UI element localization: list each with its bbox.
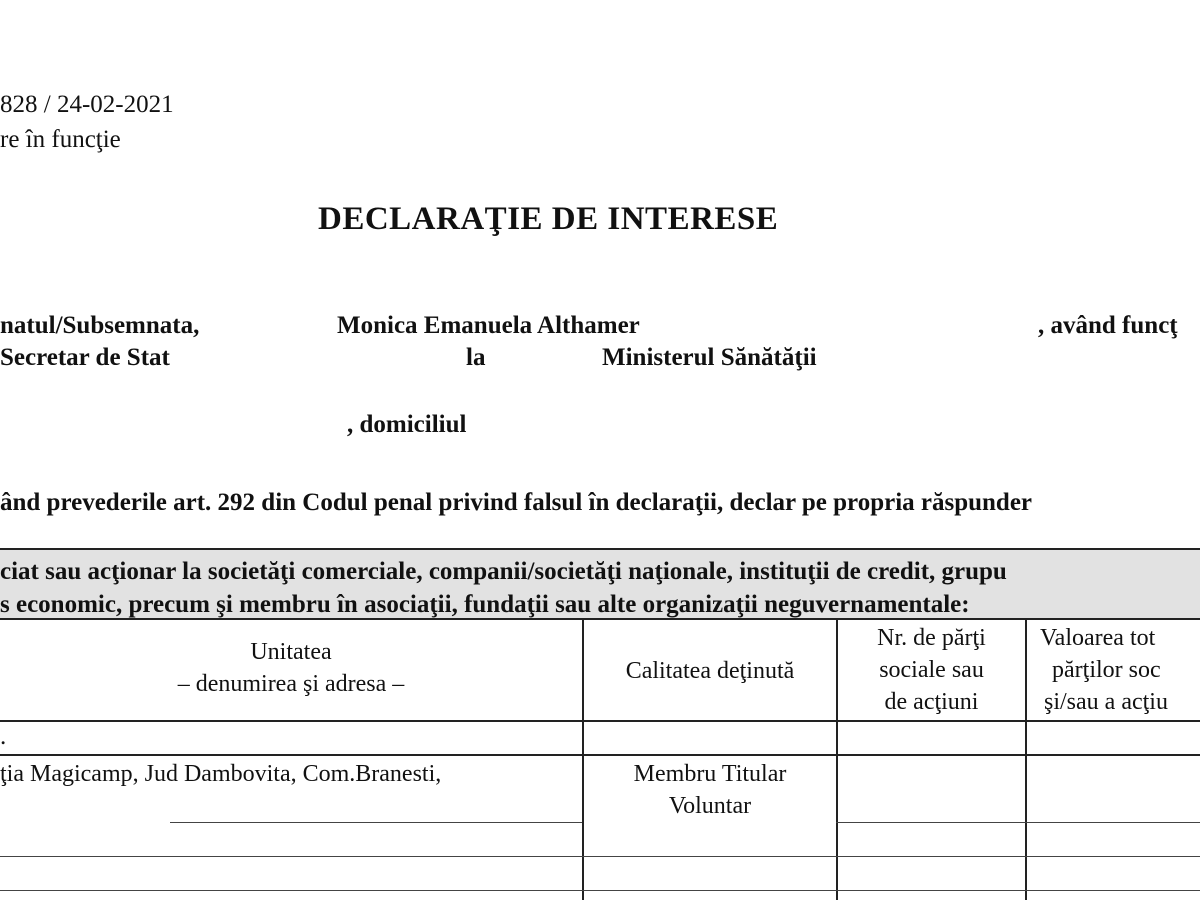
table-row-border <box>0 754 1200 756</box>
table-header-top-border <box>0 618 1200 620</box>
table-row-border <box>0 890 1200 891</box>
registration-number: 828 / 24-02-2021 <box>0 91 174 118</box>
domicile-label: , domiciliul <box>347 411 467 438</box>
section-1-title-line2: s economic, precum şi membru în asociaţii, fundaţii sau alte organizaţii neguvernamentale: <box>0 591 970 618</box>
registration-note: re în funcţie <box>0 126 121 153</box>
table-header-shares-line1: Nr. de părţi <box>877 625 986 651</box>
table-header-shares-line3: de acţiuni <box>884 689 979 715</box>
document-title: DECLARAŢIE DE INTERESE <box>318 201 779 237</box>
table-header-bottom-border <box>0 720 1200 722</box>
table-row-index: . <box>0 723 7 750</box>
declarant-function: Secretar de Stat <box>0 344 170 371</box>
table-row-border <box>836 822 1200 823</box>
table-header-role <box>584 655 836 687</box>
table-header-role-line1: Calitatea deţinută <box>625 658 795 684</box>
undersigned-label: natul/Subsemnata, <box>0 312 200 339</box>
table-header-shares <box>838 622 1025 718</box>
table-header-value <box>1040 622 1200 718</box>
table-header-shares-line2: sociale sau <box>879 657 984 683</box>
at-label: la <box>466 344 486 371</box>
table-header-value-line1: Valoarea tot <box>1040 625 1156 651</box>
table-top-border <box>0 548 1200 550</box>
table-header-unit <box>0 636 582 700</box>
table-cell-unit: ţia Magicamp, Jud Dambovita, Com.Branesti, <box>0 761 442 787</box>
table-header-value-line3: şi/sau a acţiu <box>1044 689 1168 715</box>
table-cell-role-line2: Voluntar <box>668 793 752 819</box>
function-label: , având funcţ <box>1038 312 1178 339</box>
table-cell-role-line1: Membru Titular <box>633 761 787 787</box>
legal-statement: ând prevederile art. 292 din Codul penal privind falsul în declaraţii, declar pe propria răspunder <box>0 489 1033 516</box>
table-header-unit-line2: – denumirea şi adresa – <box>177 671 405 697</box>
section-1-title-line1: ciat sau acţionar la societăţi comerciale, companii/societăţi naţionale, instituţii de credit, grupu <box>0 558 1007 585</box>
table-column-divider <box>1025 618 1027 900</box>
declarant-name: Monica Emanuela Althamer <box>337 312 640 339</box>
table-header-unit-line1: Unitatea <box>250 639 332 665</box>
table-cell-role <box>584 758 836 822</box>
table-row-border <box>0 856 1200 857</box>
declarant-institution: Ministerul Sănătăţii <box>602 344 817 371</box>
table-header-value-line2: părţilor soc <box>1052 657 1161 683</box>
table-row-border <box>170 822 582 823</box>
